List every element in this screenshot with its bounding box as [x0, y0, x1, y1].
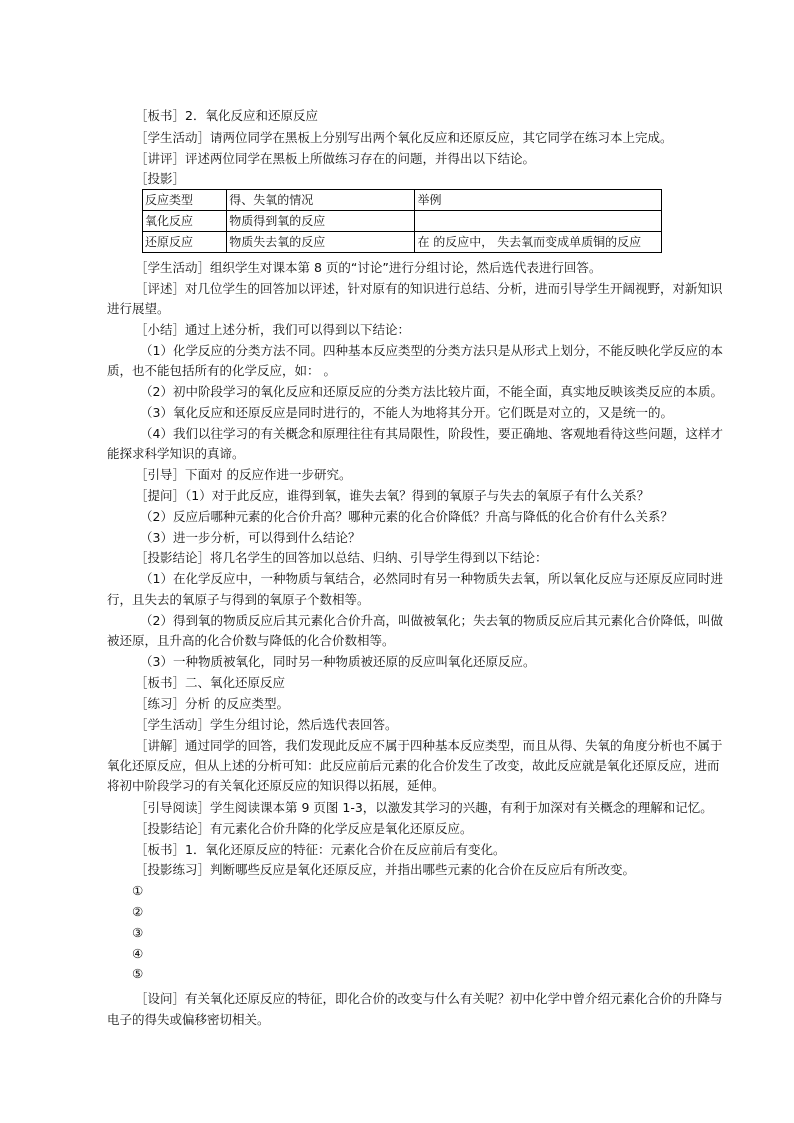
reading-guidance: ［引导阅读］学生阅读课本第 9 页图 1-3，以激发其学习的兴趣，有利于加深对有关概念的理解和记忆。 — [135, 800, 713, 815]
review-1: ［讲评］评述两位同学在黑板上所做练习存在的问题，并得出以下结论。 — [135, 151, 536, 166]
commentary: ［评述］对几位学生的回答加以评述，针对原有的知识进行总结、分析，进而引导学生开阔视野，对新知识 — [135, 281, 723, 296]
table-cell: 氧化反应 — [143, 211, 227, 232]
table-cell: 在 的反应中， 失去氧而变成单质铜的反应 — [415, 232, 662, 253]
exercise-item-5: ⑤ — [132, 966, 144, 981]
table-header-cell: 反应类型 — [143, 190, 227, 211]
projection-label: ［投影］ — [135, 171, 186, 186]
table-header-cell: 得、失氧的情况 — [227, 190, 415, 211]
summary-point-3: （3）氧化反应和还原反应是同时进行的，不能人为地将其分开。它们既是对立的，又是统一的。 — [140, 405, 673, 420]
table-cell: 物质失去氧的反应 — [227, 232, 415, 253]
set-question-cont: 电子的得失或偏移密切相关。 — [107, 1012, 270, 1027]
projection-exercise: ［投影练习］判断哪些反应是氧化还原反应，并指出哪些元素的化合价在反应后有所改变。 — [135, 862, 636, 877]
student-activity-1: ［学生活动］请两位同学在黑板上分别写出两个氧化反应和还原反应，其它同学在练习本上完成。 — [135, 130, 673, 145]
table-row — [143, 232, 662, 253]
set-question: ［设问］有关氧化还原反应的特征，即化合价的改变与什么有关呢？初中化学中曾介绍元素化合价的升降与 — [135, 991, 723, 1006]
question-3: （3）进一步分析，可以得到什么结论？ — [140, 530, 361, 545]
summary-point-1: （1）化学反应的分类方法不同。四种基本反应类型的分类方法只是从形式上划分，不能反映化学反应的本 — [140, 343, 723, 358]
explanation-cont-1: 氧化还原反应，但从上述的分析可知：此反应前后元素的化合价发生了改变，故此反应就是氧化还原反应，进而 — [107, 758, 720, 773]
conclusion-1: （1）在化学反应中，一种物质与氧结合，必然同时有另一种物质失去氧，所以氧化反应与还原反应同时进 — [140, 571, 723, 586]
table-header-row — [143, 190, 662, 211]
table-cell: 还原反应 — [143, 232, 227, 253]
board-heading-redox: ［板书］二、氧化还原反应 — [135, 675, 286, 690]
projection-conclusion-heading: ［投影结论］将几名学生的回答加以总结、归纳、引导学生得到以下结论： — [135, 550, 548, 565]
student-activity-3: ［学生活动］学生分组讨论，然后选代表回答。 — [135, 717, 398, 732]
reaction-type-table — [142, 189, 662, 253]
table-cell: 物质得到氧的反应 — [227, 211, 415, 232]
board-heading-feature: ［板书］1．氧化还原反应的特征：元素化合价在反应前后有变化。 — [135, 842, 506, 857]
guidance: ［引导］下面对 的反应作进一步研究。 — [135, 467, 352, 482]
student-activity-2: ［学生活动］组织学生对课本第 8 页的“讨论”进行分组讨论，然后选代表进行回答。 — [135, 260, 602, 275]
explanation: ［讲解］通过同学的回答，我们发现此反应不属于四种基本反应类型，而且从得、失氧的角度分析也不属于 — [135, 738, 723, 753]
question-2: （2）反应后哪种元素的化合价升高？哪种元素的化合价降低？升高与降低的化合价有什么关系？ — [140, 509, 673, 524]
summary-heading: ［小结］通过上述分析，我们可以得到以下结论： — [135, 322, 411, 337]
table-cell — [415, 211, 662, 232]
conclusion-2-cont: 被还原，且升高的化合价数与降低的化合价数相等。 — [107, 633, 395, 648]
commentary-cont: 进行展望。 — [107, 301, 170, 316]
explanation-cont-2: 将初中阶段学习的有关氧化还原反应的知识得以拓展，延伸。 — [107, 778, 445, 793]
summary-point-4: （4）我们以往学习的有关概念和原理往往有其局限性，阶段性，要正确地、客观地看待这些问题，这样才 — [140, 426, 723, 441]
exercise-item-2: ② — [132, 904, 144, 919]
conclusion-2: （2）得到氧的物质反应后其元素化合价升高，叫做被氧化；失去氧的物质反应后其元素化合价降低，叫做 — [140, 613, 723, 628]
table-row — [143, 211, 662, 232]
conclusion-3: （3）一种物质被氧化，同时另一种物质被还原的反应叫氧化还原反应。 — [140, 654, 536, 669]
summary-point-2: （2）初中阶段学习的氧化反应和还原反应的分类方法比较片面，不能全面，真实地反映该类反应的本质。 — [140, 384, 723, 399]
board-heading-oxidation-reduction: ［板书］2．氧化反应和还原反应 — [135, 108, 318, 123]
summary-point-1-cont: 质，也不能包括所有的化学反应，如： 。 — [107, 363, 336, 378]
exercise: ［练习］分析 的反应类型。 — [135, 696, 289, 711]
question-1: ［提问］（1）对于此反应，谁得到氧，谁失去氧？得到的氧原子与失去的氧原子有什么关系？ — [135, 488, 650, 503]
table-header-cell: 举例 — [415, 190, 662, 211]
exercise-item-4: ④ — [132, 946, 144, 961]
exercise-item-1: ① — [132, 883, 144, 898]
summary-point-4-cont: 能探求科学知识的真谛。 — [107, 446, 245, 461]
conclusion-1-cont: 行，且失去的氧原子与得到的氧原子个数相等。 — [107, 592, 370, 607]
exercise-item-3: ③ — [132, 925, 144, 940]
projection-conclusion-2: ［投影结论］有元素化合价升降的化学反应是氧化还原反应。 — [135, 821, 473, 836]
